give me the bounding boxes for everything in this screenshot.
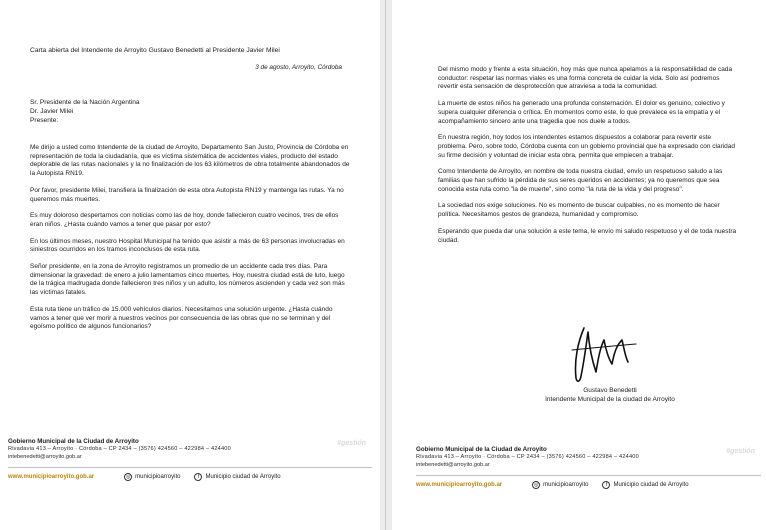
footer-links [8,473,372,481]
letter-page-2 [392,0,766,530]
social-handle: municipioarroyito [543,482,589,488]
body-paragraph: Del mismo modo y frente a esta situación, hoy más que nunca apelamos a la responsabilidad de cada conductor: respetar las normas viales es una forma concreta de cuidar la vida. Solo así podremos revertir esta sensación de desprotección que atraviesa a toda la comunidad. [438,66,733,91]
body-paragraph: Es muy doloroso despertarnos con noticias como las de hoy, donde fallecieron cuatro vecinos, tres de ellos eran niños. ¿Hasta cuándo vamos a tener que pasar por esto? [30,212,339,228]
body-paragraph: Me dirijo a usted como Intendente de la ciudad de Arroyito, Departamento San Justo, Provincia de Córdoba en representación de toda la ciudadanía, que es víctima sistemática de accidentes viales, producto del estado deplorable de las rutas nacionales y la no finalización de los 63 kilómetros de obra totalmente abandonados de la Autopista RN19. [30,144,350,178]
footer-social-facebook[interactable] [602,481,688,489]
letter-dateline: 3 de agosto, Arroyito, Córdoba [255,64,342,71]
letter-recipient [30,98,140,126]
footer-website-link[interactable]: www.municipioarroyito.gob.ar [416,482,503,488]
footer-org: Gobierno Municipal de la Ciudad de Arroyito [8,438,139,445]
letter-title: Carta abierta del Intendente de Arroyito Gustavo Benedetti al Presidente Javier Milei [30,47,280,54]
body-paragraph: En los últimos meses, nuestro Hospital Municipal ha tenido que asistir a más de 63 personas involucradas en siniestros ocurridos en los tramos inconclusos de esta ruta. [30,237,345,254]
brand-watermark: #gestión [726,448,755,455]
facebook-label: Municipio ciudad de Arroyito [613,482,689,488]
footer-divider [416,475,761,476]
body-paragraph: La muerte de estos niños ha generado una profunda consternación. El dolor es genuino, colectivo y supera cualquier diferencia o crítica. En momentos como este, lo que prevalece es la empatía y el acompañamiento sincero ante una tragedia que nos duele a todos. [438,100,725,125]
body-paragraph: Señor presidente, en la zona de Arroyito registramos un promedio de un accidente cada tres días. Para dimensionar la gravedad: de enero a julio lamentamos cinco muertes. Hoy, nuestra ciudad está de luto, luego de la trágica madrugada donde fallecieron tres niños y un adulto, los números ascienden y cada vez son más las víctimas fatales. [30,263,345,297]
brand-watermark: #gestión [337,440,366,447]
social-handle: municipioarroyito [135,474,181,480]
letter-page-1 [0,0,380,530]
signer-role: Intendente Municipal de la ciudad de Arroyito [545,396,675,403]
letterhead-footer [416,446,761,530]
footer-email[interactable]: intebenedetti@arroyito.gob.ar [8,453,82,460]
recipient-line: Sr. Presidente de la Nación Argentina [30,99,140,106]
footer-org: Gobierno Municipal de la Ciudad de Arroyito [416,446,547,453]
facebook-icon: f [602,481,610,489]
letterhead-footer [8,438,372,530]
footer-social-facebook[interactable] [194,473,280,481]
facebook-icon: f [194,473,202,481]
body-paragraph: Por favor, presidente Milei, transfiera la finalización de esta obra Autopista RN19 y mantenga las rutas. Ya no queremos más muertes. [30,186,344,203]
instagram-icon: ◎ [125,474,131,480]
footer-address: Rivadavia 413 – Arroyito · Córdoba – CP 2434 – (3576) 424560 – 422984 – 424400 [416,454,639,460]
body-paragraph: Como Intendente de Arroyito, en nombre de toda nuestra ciudad, envío un respetuoso saludo a las familias que han sufrido la pérdida de sus seres queridos en accidentes; ya no queremos que sea conocida esta ruta como "la de muerte", sino como "la ruta de la vida y del progreso". [438,168,723,193]
body-paragraph: Esta ruta tiene un tráfico de 15.000 vehículos diarios. Necesitamos una solución urgente. ¿Hasta cuándo vamos a tener que ver morir a nuestros vecinos por consecuencia de las obras que no se terminan y del egoísmo político de algunos funcionarios? [30,305,333,331]
letter-body [438,66,738,253]
handwritten-signature [552,320,652,390]
footer-website-link[interactable]: www.municipioarroyito.gob.ar [8,474,95,480]
facebook-label: Municipio ciudad de Arroyito [205,474,281,480]
letter-body [30,144,350,340]
recipient-line: Presente: [30,117,59,125]
signer-name: Gustavo Benedetti [583,387,637,394]
page-gutter [380,0,392,530]
footer-social-instagram[interactable] [124,473,180,481]
footer-address: Rivadavia 413 – Arroyito · Córdoba – CP 2434 – (3576) 424560 – 422984 – 424400 [8,446,231,452]
footer-divider [8,467,372,468]
body-paragraph: En nuestra región, hoy todos los intendentes estamos dispuestos a colaborar para revertir este problema. Pero, sobre todo, Córdoba cuenta con un gobierno provincial que ha expresado con claridad su firme decisión y voluntad de iniciar esta obra, permita que empiecen a trabajar. [438,134,736,159]
signature-block [510,386,710,404]
body-paragraph: La sociedad nos exige soluciones. No es momento de buscar culpables, no es momento de hacer política. Necesitamos gestos de grandeza, humanidad y compromiso. [438,202,720,219]
footer-email[interactable]: intebenedetti@arroyito.gob.ar [416,461,490,468]
footer-links [416,481,761,489]
footer-social-instagram[interactable] [532,481,588,489]
recipient-line: Dr. Javier Milei [30,108,74,116]
instagram-icon: ◎ [533,482,539,488]
body-paragraph: Esperando que pueda dar una solución a este tema, le envío mi saludo respetuoso y el de toda nuestra ciudad. [438,227,737,244]
